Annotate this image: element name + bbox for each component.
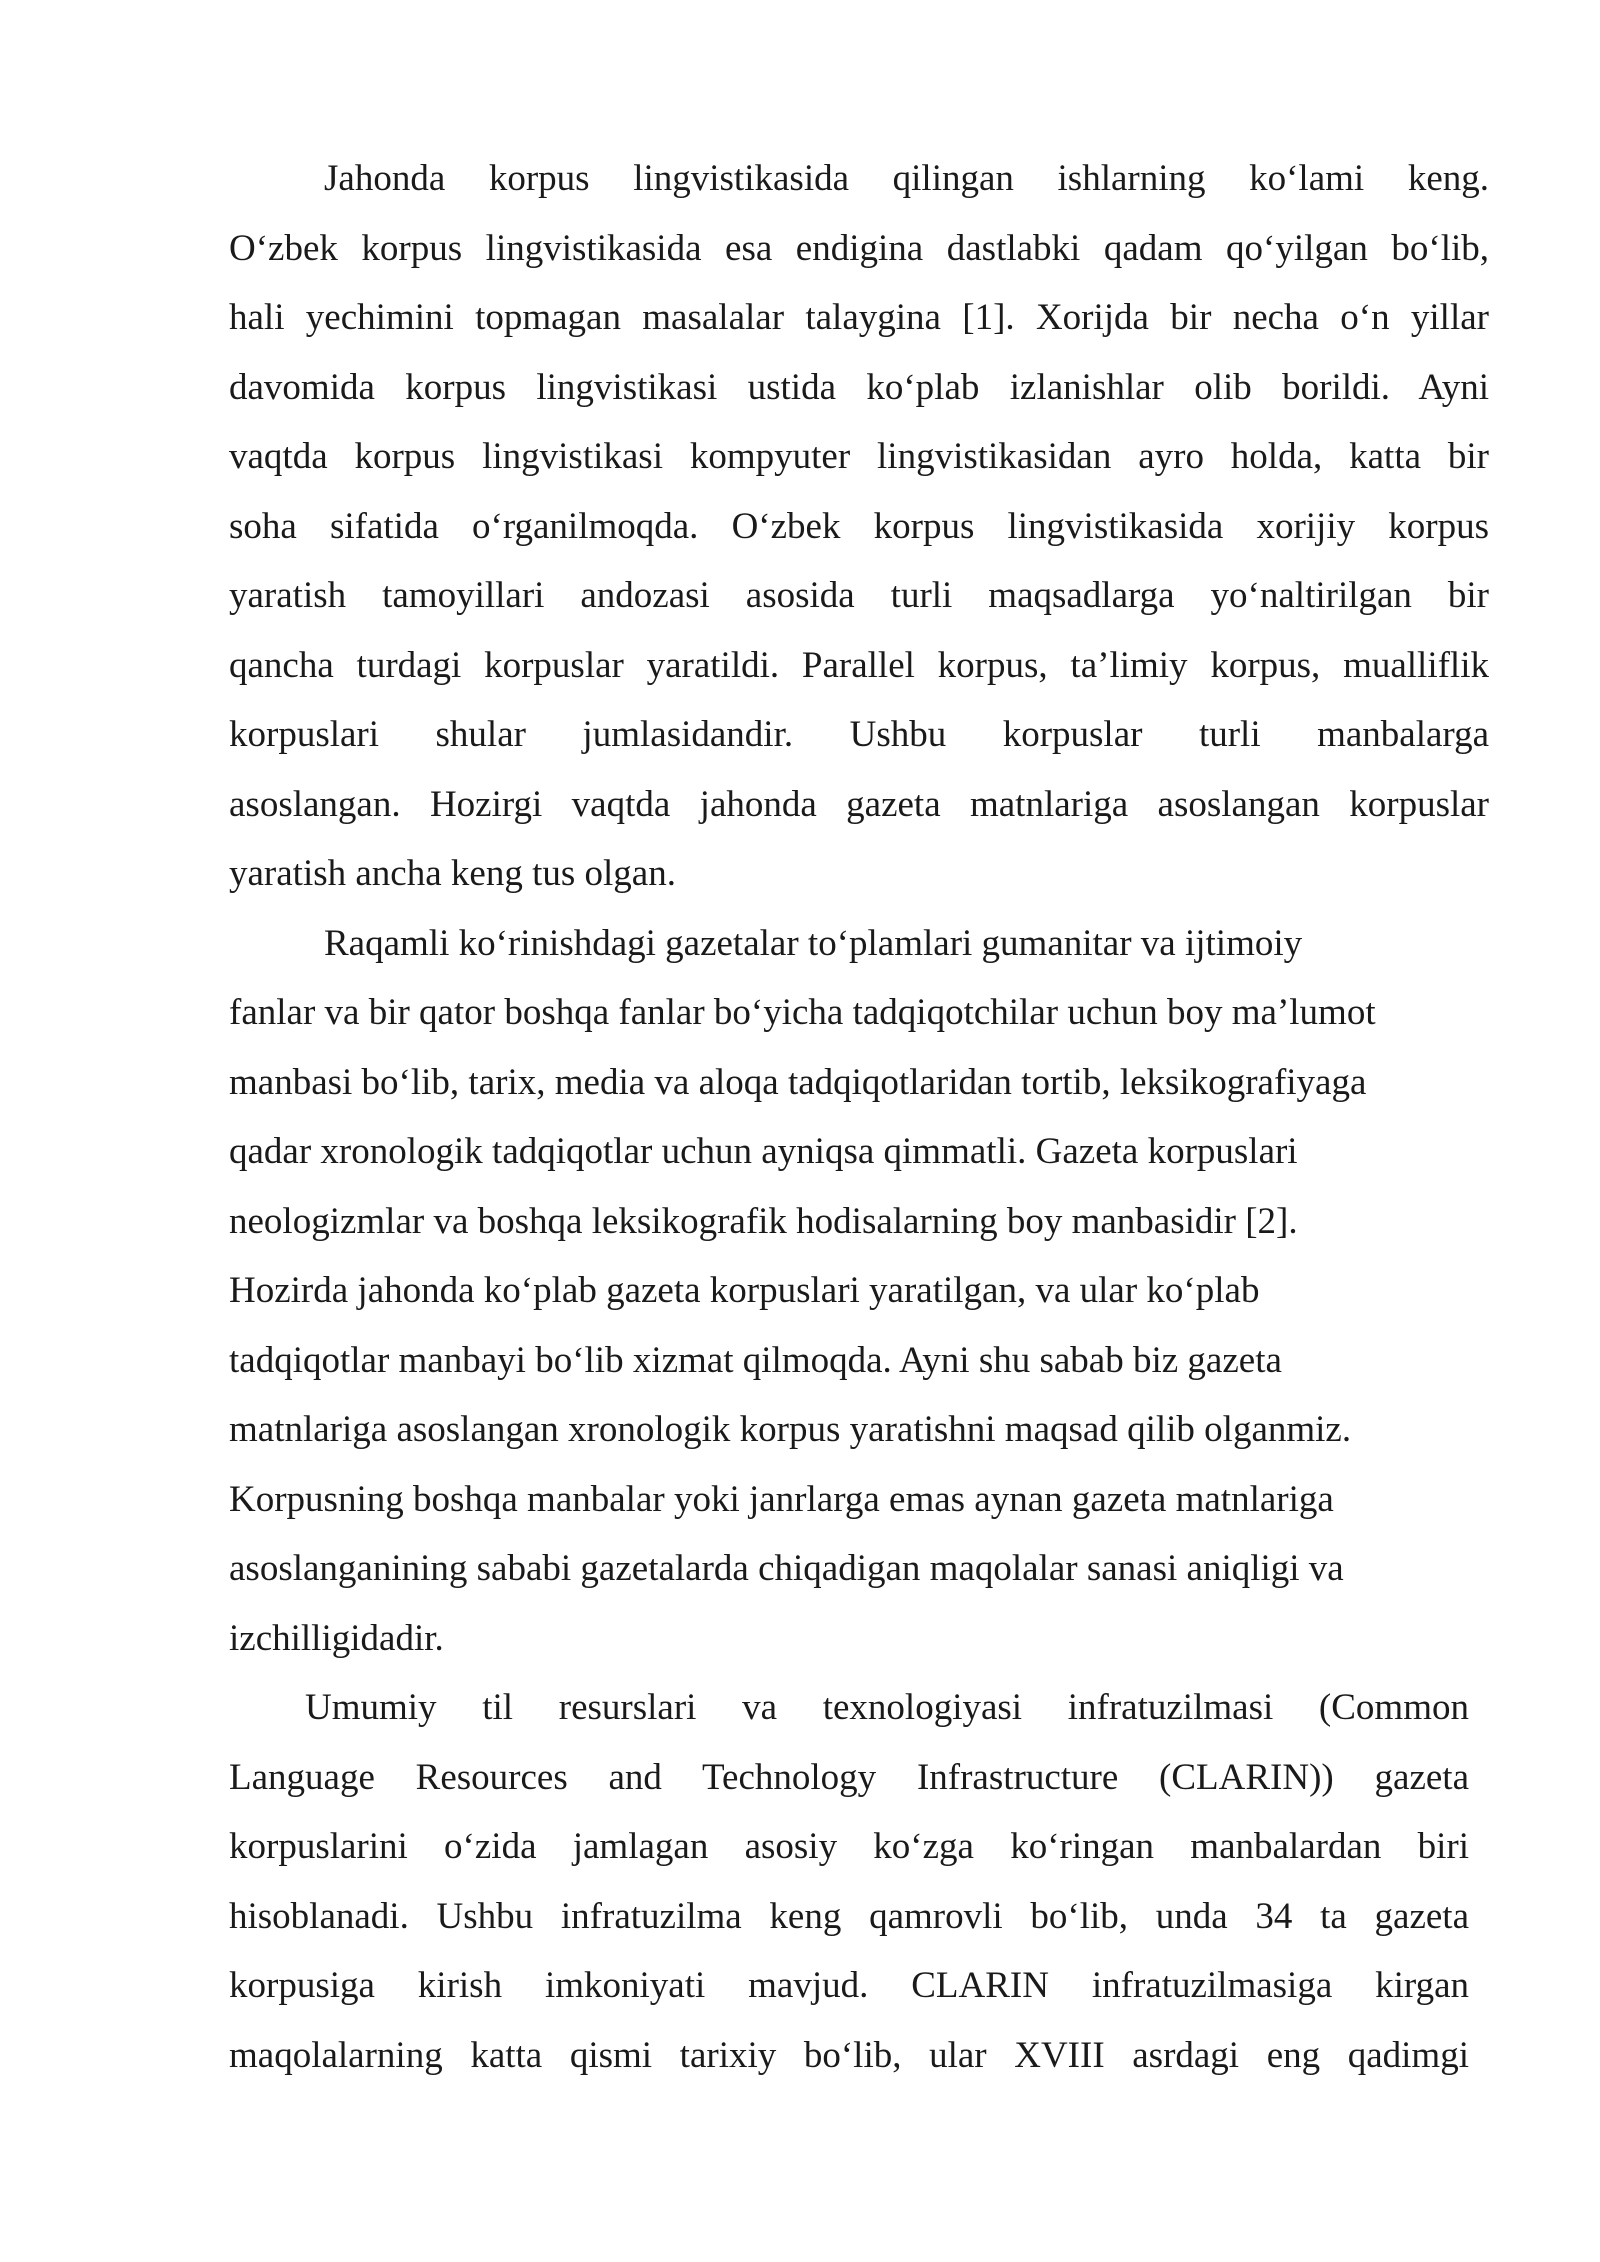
paragraph-line: korpusiga kirish imkoniyati mavjud. CLARIN infratuzilmasiga kirgan (229, 1965, 1469, 2006)
paragraph-line: Jahonda korpus lingvistikasida qilingan ishlarning ko‘lami keng. (324, 158, 1489, 199)
paragraph-line: qancha turdagi korpuslar yaratildi. Parallel korpus, ta’limiy korpus, mualliflik (229, 644, 1489, 686)
paragraph-line: Korpusning boshqa manbalar yoki janrlarga emas aynan gazeta matnlariga (229, 1478, 1334, 1520)
paragraph-2 (229, 909, 1489, 1674)
paragraph-line: soha sifatida o‘rganilmoqda. O‘zbek korpus lingvistikasida xorijiy korpus (229, 505, 1489, 547)
paragraph-line: qadar xronologik tadqiqotlar uchun ayniqsa qimmatli. Gazeta korpuslari (229, 1131, 1298, 1172)
paragraph-line: hali yechimini topmagan masalalar talaygina [1]. Xorijda bir necha o‘n yillar (229, 297, 1489, 338)
paragraph-line: maqolalarning katta qismi tarixiy bo‘lib, ular XVIII asrdagi eng qadimgi (229, 2034, 1469, 2076)
paragraph-line: asoslangan. Hozirgi vaqtda jahonda gazeta matnlariga asoslangan korpuslar (229, 783, 1489, 825)
body-text (229, 144, 1489, 2090)
paragraph-line: Hozirda jahonda ko‘plab gazeta korpuslari yaratilgan, va ular ko‘plab (229, 1270, 1260, 1311)
paragraph-line: korpuslari shular jumlasidandir. Ushbu korpuslar turli manbalarga (229, 714, 1489, 755)
paragraph-line: asoslanganining sababi gazetalarda chiqadigan maqolalar sanasi aniqligi va (229, 1548, 1344, 1589)
paragraph-line: Language Resources and Technology Infrastructure (CLARIN)) gazeta (229, 1756, 1469, 1798)
paragraph-line: manbasi bo‘lib, tarix, media va aloqa tadqiqotlaridan tortib, leksikografiyaga (229, 1061, 1367, 1103)
paragraph-line: matnlariga asoslangan xronologik korpus yaratishni maqsad qilib olganmiz. (229, 1409, 1352, 1450)
paragraph-3 (229, 1673, 1469, 2090)
paragraph-line: neologizmlar va boshqa leksikografik hodisalarning boy manbasidir [2]. (229, 1200, 1298, 1242)
paragraph-line: yaratish ancha keng tus olgan. (229, 853, 676, 894)
paragraph-1 (229, 144, 1489, 909)
paragraph-line: yaratish tamoyillari andozasi asosida turli maqsadlarga yo‘naltirilgan bir (229, 575, 1489, 616)
paragraph-line: hisoblanadi. Ushbu infratuzilma keng qamrovli bo‘lib, unda 34 ta gazeta (229, 1895, 1469, 1937)
paragraph-line: korpuslarini o‘zida jamlagan asosiy ko‘zga ko‘ringan manbalardan biri (229, 1826, 1469, 1867)
paragraph-line: O‘zbek korpus lingvistikasida esa endigina dastlabki qadam qo‘yilgan bo‘lib, (229, 227, 1489, 269)
paragraph-line: izchilligidadir. (229, 1617, 444, 1659)
paragraph-line: Raqamli ko‘rinishdagi gazetalar to‘plamlari gumanitar va ijtimoiy (324, 922, 1303, 964)
paragraph-line: vaqtda korpus lingvistikasi kompyuter lingvistikasidan ayro holda, katta bir (229, 436, 1489, 477)
paragraph-line: fanlar va bir qator boshqa fanlar bo‘yicha tadqiqotchilar uchun boy ma’lumot (229, 992, 1376, 1033)
paragraph-line: Umumiy til resurslari va texnologiyasi infratuzilmasi (Common (305, 1687, 1469, 1728)
paragraph-line: davomida korpus lingvistikasi ustida ko‘plab izlanishlar olib borildi. Ayni (229, 366, 1489, 408)
paragraph-line: tadqiqotlar manbayi bo‘lib xizmat qilmoqda. Ayni shu sabab biz gazeta (229, 1339, 1282, 1381)
